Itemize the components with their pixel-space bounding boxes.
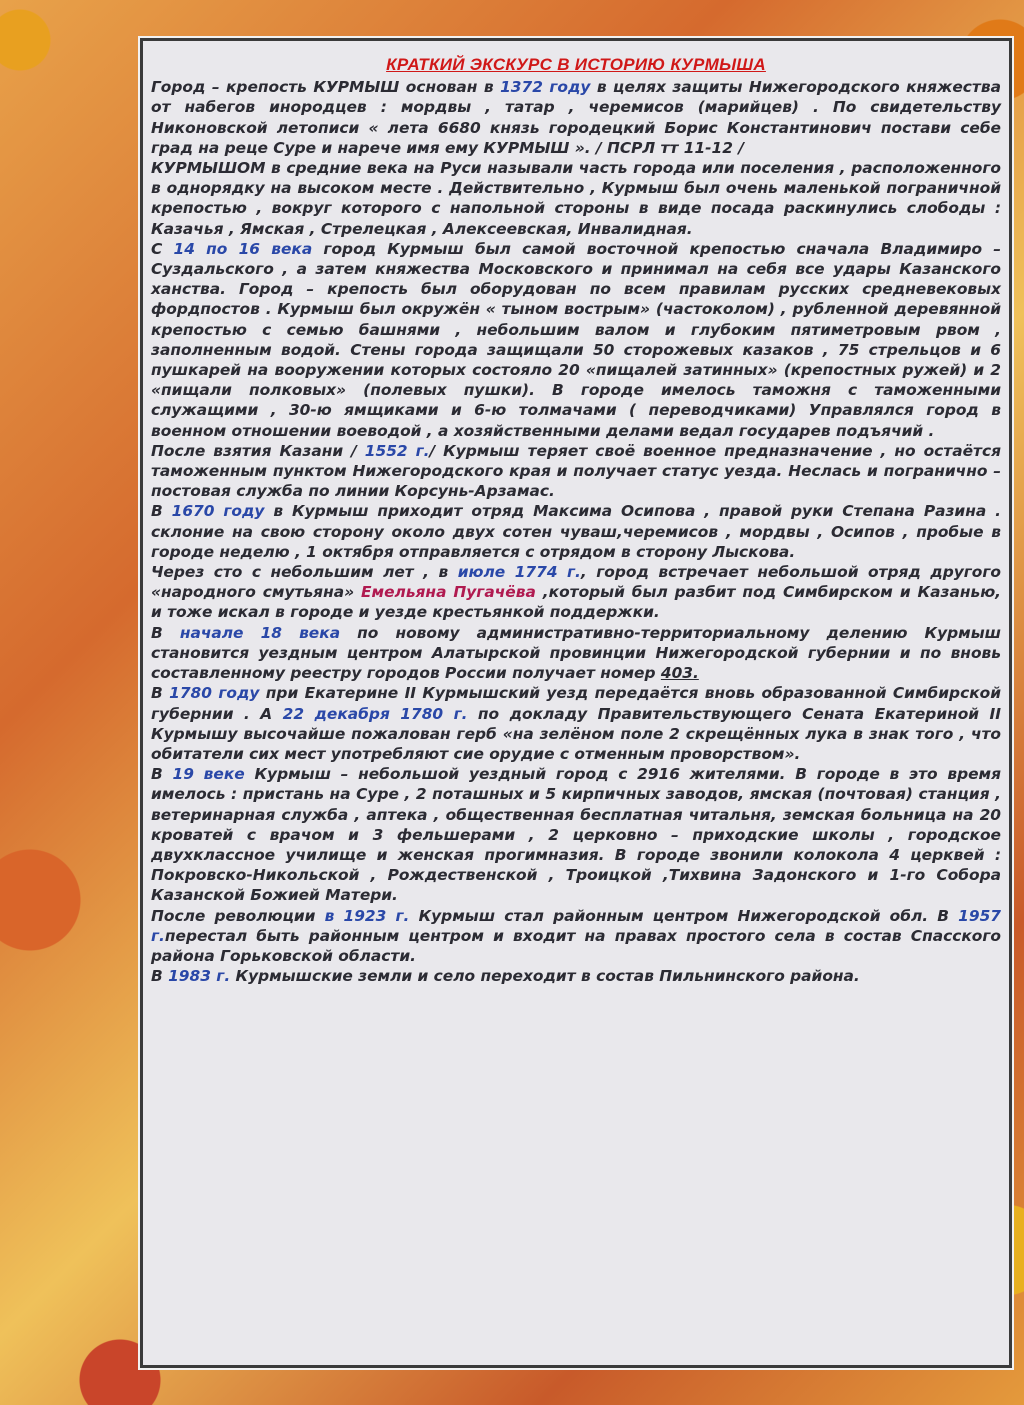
paragraph-text: , город встречает небольшой отряд другого «народного смутьяна» [151, 563, 1001, 602]
paragraph-18th-century [151, 623, 1001, 684]
highlight-date: 1780 году [169, 684, 260, 703]
paragraph-text: в целях защиты Нижегородского княжества от набегов инородцев : мордвы , татар , черемисов (марийцев) . По свидетельству Никоновской летописи « лета 6680 князь городецкий Борис Константинович постави себе град на реце Суре и нарече имя ему КУРМЫШ ». / ПСРЛ тт 11-12 / [151, 78, 1001, 157]
paragraph-text: В [151, 684, 170, 703]
paragraph-text: Курмыш – небольшой уездный город с 2916 жителями. В городе в это время имелось : пристань на Суре , 2 поташных и 5 кирпичных заводов, ямская (почтовая) станция , ветеринарная служба , аптека , общественная бесплатная читальня, земская больница на 20 кроватей с врачом и 3 фельшерами , 2 церковно – приходские школы , городское двухклассное училище и женская прогимназия. В городе звонили колокола 4 церквей : Покровско-Никольской , Рождественской , Троицкой ,Тихвина Задонского и 1-го Собора Казанской Божией Матери. [151, 765, 1002, 905]
highlight-date: 1983 г. [168, 967, 231, 986]
paragraph-text: В [151, 502, 172, 521]
paragraph-1780 [151, 683, 1001, 764]
highlight-date: 22 декабря 1780 г. [282, 704, 468, 723]
paragraph-text: / Курмыш теряет своё военное предназначение , но остаётся таможенным пунктом Нижегородского края и получает статус уезда. Неслась и погранично – постовая служба по линии Корсунь-Арзамас. [151, 441, 1001, 501]
paragraph-text: После взятия Казани / [151, 441, 365, 460]
paragraph-text: по докладу Правительствующего Сената Екатериной II Курмышу высочайше пожалован герб «на зелёном поле 2 скрещённых лука в знак того , что обитатели сих мест употребляют сие орудие с отменным проворством». [151, 704, 1002, 763]
paragraph-text: по новому административно-территориальному делению Курмыш становится уездным центром Алатырской провинции Нижегородской губернии и по вновь составленному реестру городов России получает номер [151, 623, 1001, 683]
page-title: КРАТКИЙ ЭКСКУРС В ИСТОРИЮ КУРМЫША [386, 55, 766, 74]
highlight-date: 14 по 16 века [173, 239, 313, 258]
paragraph-razin [151, 501, 1001, 562]
paragraph-text: В [151, 765, 173, 784]
paragraph-text: в Курмыш приходит отряд Максима Осипова , правой руки Степана Разина . склоние на свою сторону около двух сотен чуваш,черемисов , мордвы , Осипов , пробые в городе неделю , 1 октября отправляется с отрядом в сторону Лыскова. [151, 502, 1001, 561]
paragraph-text: Город – крепость КУРМЫШ основан в [151, 78, 501, 97]
paragraph-text: КУРМЫШОМ в средние века на Руси называли часть города или поселения , расположенного в однорядку на высоком месте . Действительно , Курмыш был очень маленькой пограничной крепостью , вокруг которого с напольной стороны в виде посада раскинулись слободы : Казачья , Ямская , Стрелецкая , Алексеевская, Инвалидная. [151, 159, 1001, 238]
highlight-name: Емельяна Пугачёва [361, 583, 536, 602]
underlined-number: 403. [660, 664, 699, 683]
paragraph-text: С [151, 239, 174, 258]
document-body [151, 55, 1001, 1357]
highlight-date: 1552 г. [364, 441, 430, 460]
paragraph-name-meaning [151, 158, 1001, 239]
highlight-date: 19 веке [172, 765, 245, 784]
highlight-date: 1670 году [171, 502, 265, 521]
highlight-date: июле 1774 г. [457, 563, 581, 582]
paragraph-text: Курмыш стал районным центром Нижегородской обл. В [409, 906, 959, 925]
paragraph-revolution [151, 906, 1001, 967]
paragraph-text: В [151, 623, 180, 642]
paragraph-text: ,который был разбит под Симбирском и Казанью, и тоже искал в городе и уезде крестьянкой поддержки. [151, 583, 1001, 622]
paragraph-kazan [151, 441, 1001, 502]
highlight-date: в 1923 г. [324, 906, 410, 925]
paragraph-text: Курмышские земли и село переходит в состав Пильнинского района. [230, 967, 860, 986]
paragraph-pugachev [151, 562, 1001, 623]
highlight-date: 1957 г. [151, 906, 1001, 945]
paragraph-text: Через сто с небольшим лет , в [151, 563, 458, 582]
paragraph-text: перестал быть районным центром и входит на правах простого села в состав Спасского района Горьковской области. [151, 926, 1001, 965]
highlight-date: начале 18 века [179, 623, 341, 642]
highlight-date: 1372 году [500, 78, 591, 97]
paragraph-text: После революции [151, 906, 325, 925]
paragraph-founding [151, 77, 1001, 158]
document-sheet [140, 38, 1012, 1368]
paragraph-1983 [151, 966, 1001, 986]
paragraph-fortress [151, 239, 1001, 441]
paragraph-19th-century [151, 764, 1001, 905]
paragraph-text: город Курмыш был самой восточной крепостью сначала Владимиро – Суздальского , а затем княжества Московского и принимал на себя все удары Казанского ханства. Город – крепость был оборудован по всем правилам русских средневековых фордпостов . Курмыш был окружён « тыном вострым» (частоколом) , рубленной деревянной крепостью с семью башнями , небольшим валом и глубоким пятиметровым рвом , заполненным водой. Стены города защищали 50 сторожевых казаков , 75 стрельцов и 6 пушкарей на вооружении которых состояло 20 «пищалей затинных» (крепостных ружей) и 2 «пищали полковых» (полевых пушки). В городе имелось таможня с таможенными служащими , 30-ю ямщиками и 6-ю толмачами ( переводчиками) Управлялся город в военном отношении воеводой , а хозяйственными делами ведал государев подъячий . [151, 239, 1001, 440]
paragraph-text: при Екатерине II Курмышский уезд передаётся вновь образованной Симбирской губернии . А [151, 684, 1001, 723]
paragraph-text: В [151, 967, 169, 986]
